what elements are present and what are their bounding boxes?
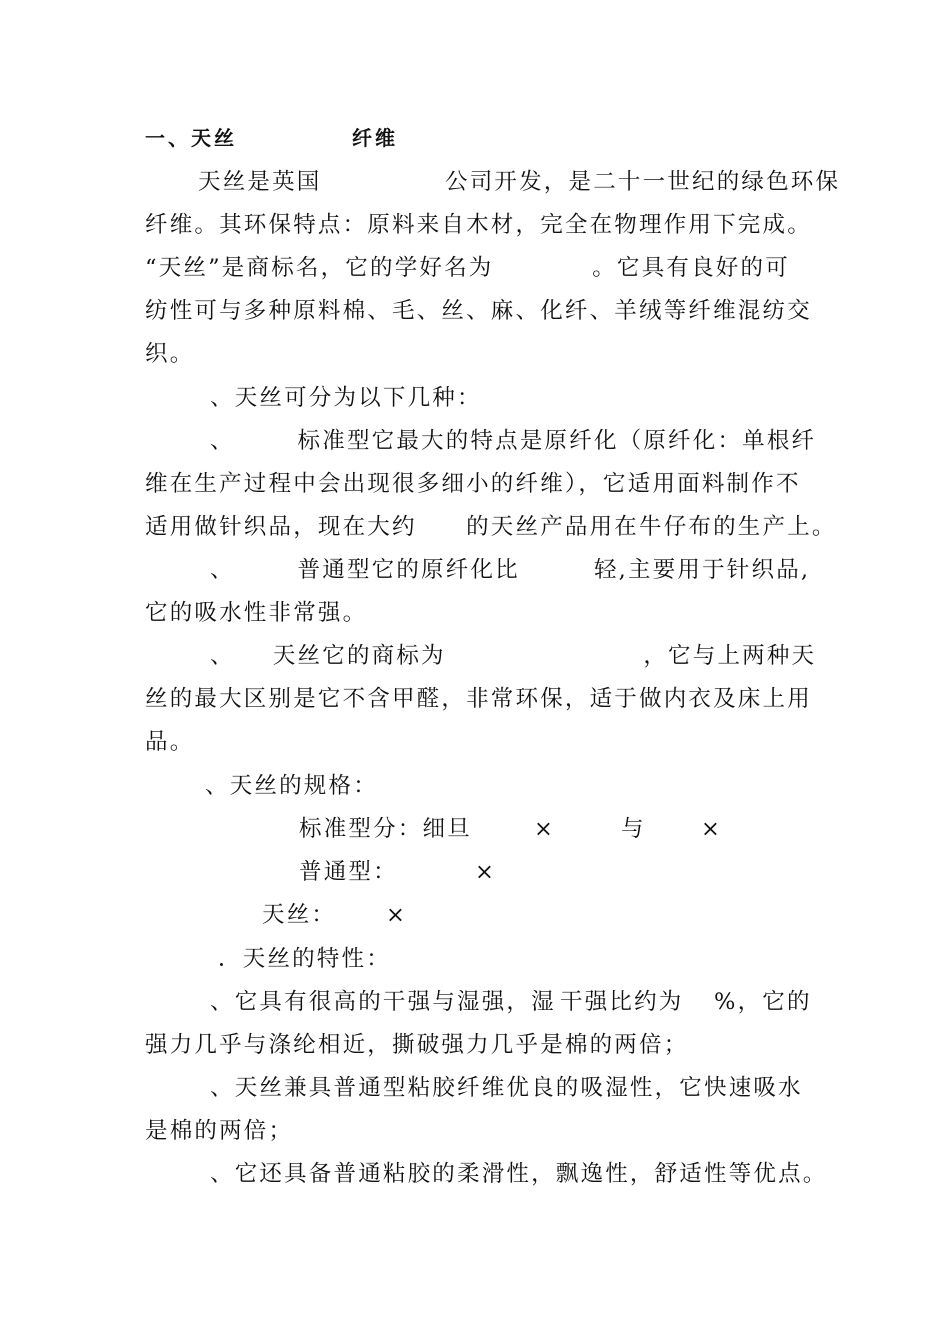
type-standard-line-2: 维在生产过程中会出现很多细小的纤维），它适用面料制作不 [145,471,801,497]
spec-title: 、天丝的规格： [205,773,378,799]
spec-standard-and: 与 [621,816,646,842]
spec-standard-times-2: × [701,816,723,842]
type-third-line-3: 品。 [145,729,195,755]
spec-standard-row [0,814,950,844]
prop1-line-1-c: %，它的 [714,989,812,1015]
prop2-line-1: 、天丝兼具普通型粘胶纤维优良的吸湿性，它快速吸水 [210,1075,803,1101]
intro-line-2: 纤维。其环保特点：原料来自木材，完全在物理作用下完成。 [145,212,812,238]
type-standard-line-1: 、 标准型它最大的特点是原纤化（原纤化：单根纤 [210,428,817,454]
type-third-line-2: 丝的最大区别是它不含甲醛，非常环保，适于做内衣及床上用 [145,686,812,712]
prop1-line-1-a: 、它具有很高的干强与湿强，湿 [210,989,556,1015]
type-ordinary-line-2: 它的吸水性非常强。 [145,600,368,626]
props-title: ．天丝的特性： [218,946,391,972]
spec-ordinary-row [0,857,950,887]
type-standard-line-3: 适用做针织品，现在大约 的天丝产品用在牛仔布的生产上。 [145,514,837,540]
type-ordinary-line-1: 、 普通型它的原纤化比 轻,主要用于针织品, [210,557,811,583]
prop1-line-1 [0,987,950,1017]
spec-tencel-label: 天丝： [262,902,337,928]
prop1-line-2: 强力几乎与涤纶相近，撕破强力几乎是棉的两倍； [145,1032,689,1058]
intro-line-4: 纺性可与多种原料棉、毛、丝、麻、化纤、羊绒等纤维混纺交 [145,298,812,324]
type-third-line-1: 、 天丝它的商标为 ，它与上两种天 [210,643,817,669]
spec-tencel-row [0,900,950,930]
intro-line-5: 织。 [145,341,195,367]
prop2-line-2: 是棉的两倍； [145,1118,294,1144]
prop3-line-1: 、它还具备普通粘胶的柔滑性，飘逸性，舒适性等优点。 [210,1161,828,1187]
intro-line-1: 天丝是英国 公司开发，是二十一世纪的绿色环保 [198,169,841,195]
types-title: 、天丝可分为以下几种： [210,385,482,411]
section-heading: 一、天丝 纤维 [145,126,398,150]
spec-tencel-times: × [386,902,408,928]
prop1-line-1-b: 干强比约为 [560,989,684,1015]
spec-standard-label: 标准型分：细旦 [299,816,472,842]
spec-ordinary-times: × [475,859,497,885]
intro-line-3: “天丝”是商标名，它的学好名为 。它具有良好的可 [145,255,790,281]
spec-ordinary-label: 普通型： [299,859,398,885]
spec-standard-times-1: × [534,816,556,842]
